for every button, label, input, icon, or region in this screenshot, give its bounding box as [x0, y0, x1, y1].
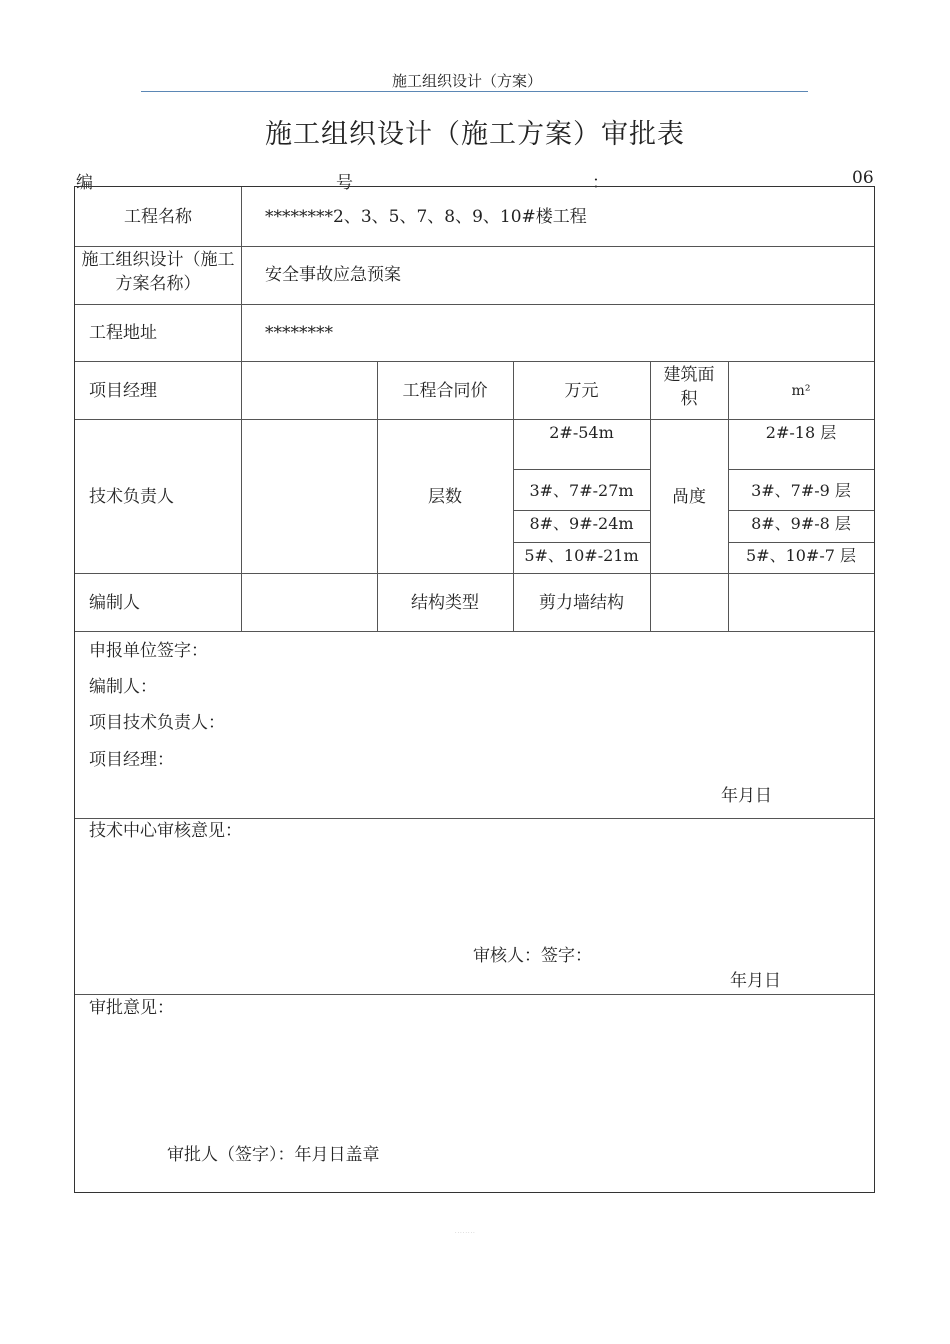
structure-value: 剪力墙结构	[539, 593, 624, 613]
approval-title: 审批意见：	[89, 998, 174, 1018]
tech-lead-label: 技术负责人	[89, 487, 174, 507]
sub-row-divider	[513, 510, 650, 511]
address-label: 工程地址	[89, 323, 157, 343]
plan-name-label: 施工组织设计（施工方案名称）	[81, 250, 235, 294]
contract-unit: 万元	[564, 381, 599, 401]
floors-label: 层数	[428, 487, 462, 507]
row-divider	[75, 419, 874, 420]
area-unit: m²	[791, 383, 811, 399]
page-title: 施工组织设计（施工方案）审批表	[265, 119, 685, 150]
declare-compiler: 编制人：	[89, 677, 157, 697]
area-label: 建筑面积	[663, 365, 715, 409]
review-signer: 审核人：签字：	[473, 946, 592, 966]
structure-label: 结构类型	[411, 593, 479, 613]
sub-row-divider	[728, 469, 874, 470]
serial-label-bian: 编	[76, 173, 93, 193]
row-divider	[75, 631, 874, 632]
serial-number: 06	[852, 168, 874, 188]
manager-label: 项目经理	[89, 381, 157, 401]
height-value-4: 5#、10#-21m	[524, 546, 639, 565]
floors-value-2: 3#、7#-9 层	[751, 481, 851, 500]
height-value-3: 8#、9#-24m	[529, 514, 634, 533]
row-divider	[75, 246, 874, 247]
approval-form	[74, 186, 875, 1193]
declare-date: 年月日	[721, 786, 772, 806]
height-value-1: 2#-54m	[549, 423, 614, 442]
project-name-value: ********2、3、5、7、8、9、10#楼工程	[265, 207, 587, 227]
project-name-label: 工程名称	[124, 207, 192, 227]
floors-value-1: 2#-18 层	[765, 423, 837, 442]
height-value-2: 3#、7#-27m	[529, 481, 634, 500]
plan-name-value: 安全事故应急预案	[265, 265, 401, 285]
compiler-label: 编制人	[89, 593, 140, 613]
sub-row-divider	[513, 469, 650, 470]
serial-colon: ：	[592, 173, 609, 193]
address-value: ********	[265, 323, 333, 343]
row-divider	[75, 994, 874, 995]
declare-tech-lead: 项目技术负责人：	[89, 713, 225, 733]
running-header: 施工组织设计（方案）	[392, 72, 543, 90]
approval-signer: 审批人（签字）：年月日盖章	[167, 1145, 380, 1165]
col-divider	[241, 187, 242, 631]
review-title: 技术中心审核意见：	[89, 821, 242, 841]
contract-label: 工程合同价	[402, 381, 488, 401]
sub-row-divider	[513, 542, 650, 543]
declare-manager: 项目经理：	[89, 750, 174, 770]
sub-row-divider	[728, 510, 874, 511]
floors-value-3: 8#、9#-8 层	[751, 514, 851, 533]
footer-mark: ········	[455, 1230, 476, 1236]
height-label: 咼度	[672, 487, 706, 507]
review-date: 年月日	[730, 971, 781, 991]
row-divider	[75, 573, 874, 574]
serial-label-hao: 号	[336, 173, 353, 193]
header-rule	[141, 91, 808, 92]
row-divider	[75, 304, 874, 305]
sub-row-divider	[728, 542, 874, 543]
declare-title: 申报单位签字：	[89, 641, 208, 661]
floors-value-4: 5#、10#-7 层	[745, 546, 857, 565]
row-divider	[75, 361, 874, 362]
